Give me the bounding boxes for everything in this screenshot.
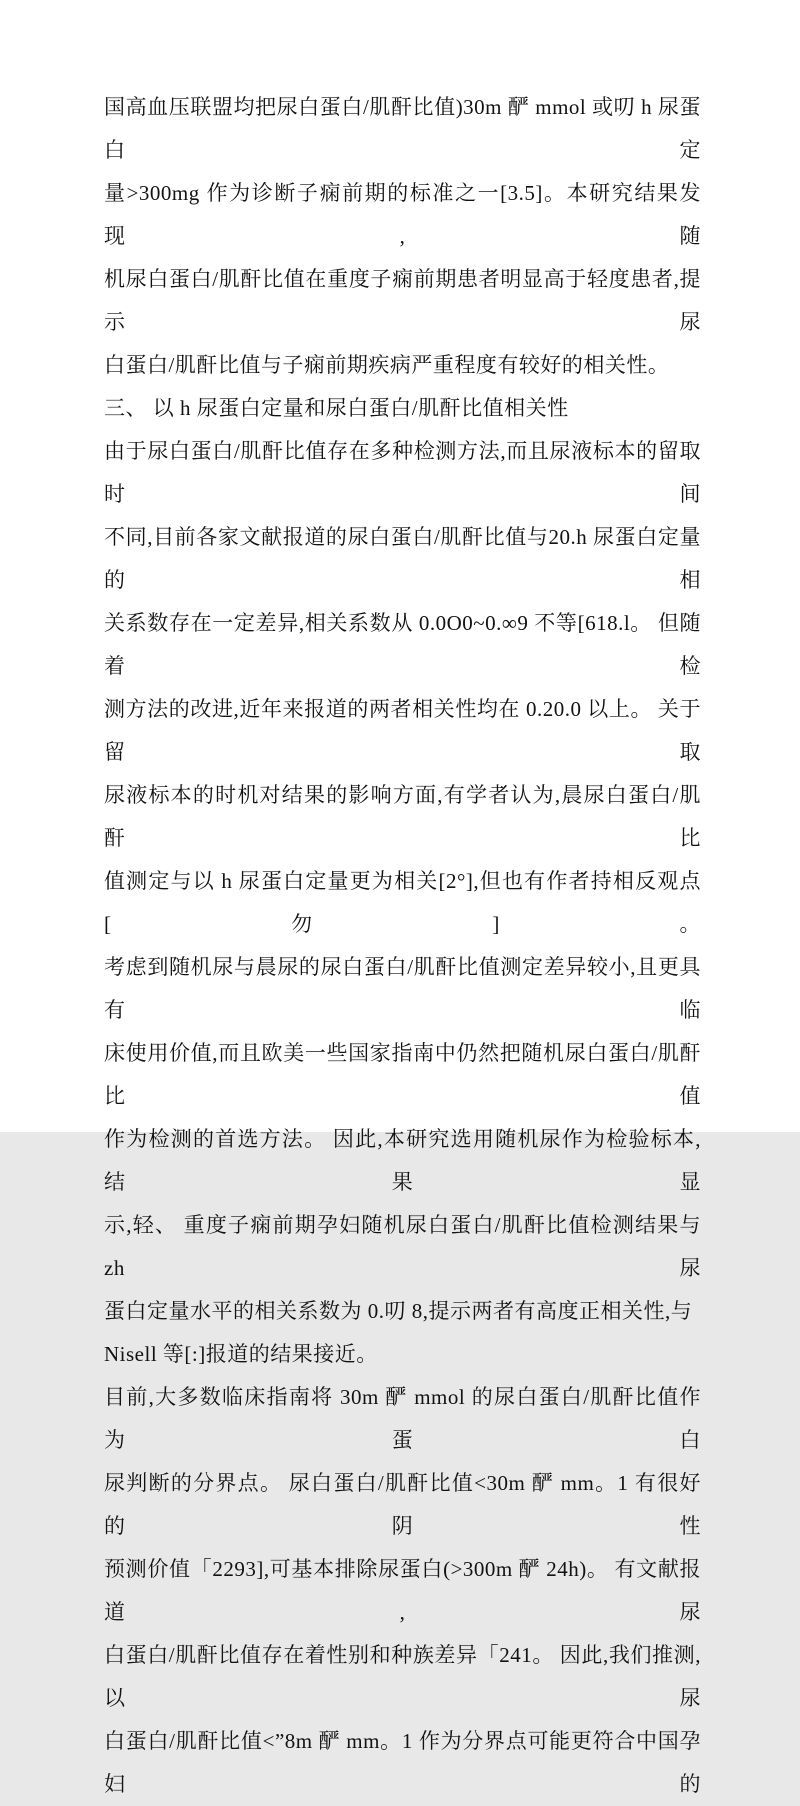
text-line: 目前,大多数临床指南将 30m 酽 mmol 的尿白蛋白/肌酐比值作为蛋白 xyxy=(104,1385,701,1452)
text-line: 白蛋白/肌酐比值存在着性别和种族差异「241。 因此,我们推测,以尿 xyxy=(104,1643,701,1710)
text-line: 由于尿白蛋白/肌酐比值存在多种检测方法,而且尿液标本的留取时间 xyxy=(104,439,701,506)
text-line: 关系数存在一定差异,相关系数从 0.0O0~0.∞9 不等[618.l。 但随着检 xyxy=(104,611,701,678)
text-line: 白蛋白/肌酐比值<”8m 酽 mm。1 作为分界点可能更符合中国孕妇的 xyxy=(104,1729,701,1796)
text-line: 测方法的改进,近年来报道的两者相关性均在 0.20.0 以上。 关于留取 xyxy=(104,697,701,764)
text-block xyxy=(104,86,701,1806)
text-line: 蛋白定量水平的相关系数为 0.叨 8,提示两者有高度正相关性,与 xyxy=(104,1299,693,1323)
text-line: 白蛋白/肌酐比值与子痫前期疾病严重程度有较好的相关性。 xyxy=(104,353,670,377)
text-line: 示,轻、 重度子痫前期孕妇随机尿白蛋白/肌酐比值检测结果与 zh 尿 xyxy=(104,1213,701,1280)
text-line: 床使用价值,而且欧美一些国家指南中仍然把随机尿白蛋白/肌酐比值 xyxy=(104,1041,701,1108)
text-line: 值测定与以 h 尿蛋白定量更为相关[2°],但也有作者持相反观点[勿]。 xyxy=(104,869,701,936)
text-line: 尿液标本的时机对结果的影响方面,有学者认为,晨尿白蛋白/肌酐比 xyxy=(104,783,701,850)
text-line: 考虑到随机尿与晨尿的尿白蛋白/肌酐比值测定差异较小,且更具有临 xyxy=(104,955,701,1022)
text-line: 国高血压联盟均把尿白蛋白/肌酐比值)30m 酽 mmol 或叨 h 尿蛋白定 xyxy=(104,95,701,162)
text-line: 机尿白蛋白/肌酐比值在重度子痫前期患者明显高于轻度患者,提示尿 xyxy=(104,267,701,334)
text-line: Nisell 等[:]报道的结果接近。 xyxy=(104,1342,378,1366)
text-line: 量>300mg 作为诊断子痫前期的标准之一[3.5]。本研究结果发现,随 xyxy=(104,181,701,248)
section-heading: 三、 以 h 尿蛋白定量和尿白蛋白/肌酐比值相关性 xyxy=(104,396,569,420)
text-line: 尿判断的分界点。 尿白蛋白/肌酐比值<30m 酽 mm。1 有很好的阴性 xyxy=(104,1471,701,1538)
text-line: 不同,目前各家文献报道的尿白蛋白/肌酐比值与20.h 尿蛋白定量的相 xyxy=(104,525,701,592)
text-line: 预测价值「2293],可基本排除尿蛋白(>300m 酽 24h)。 有文献报道,尿 xyxy=(104,1557,701,1624)
text-line: 作为检测的首选方法。 因此,本研究选用随机尿作为检验标本,结果显 xyxy=(104,1127,701,1194)
